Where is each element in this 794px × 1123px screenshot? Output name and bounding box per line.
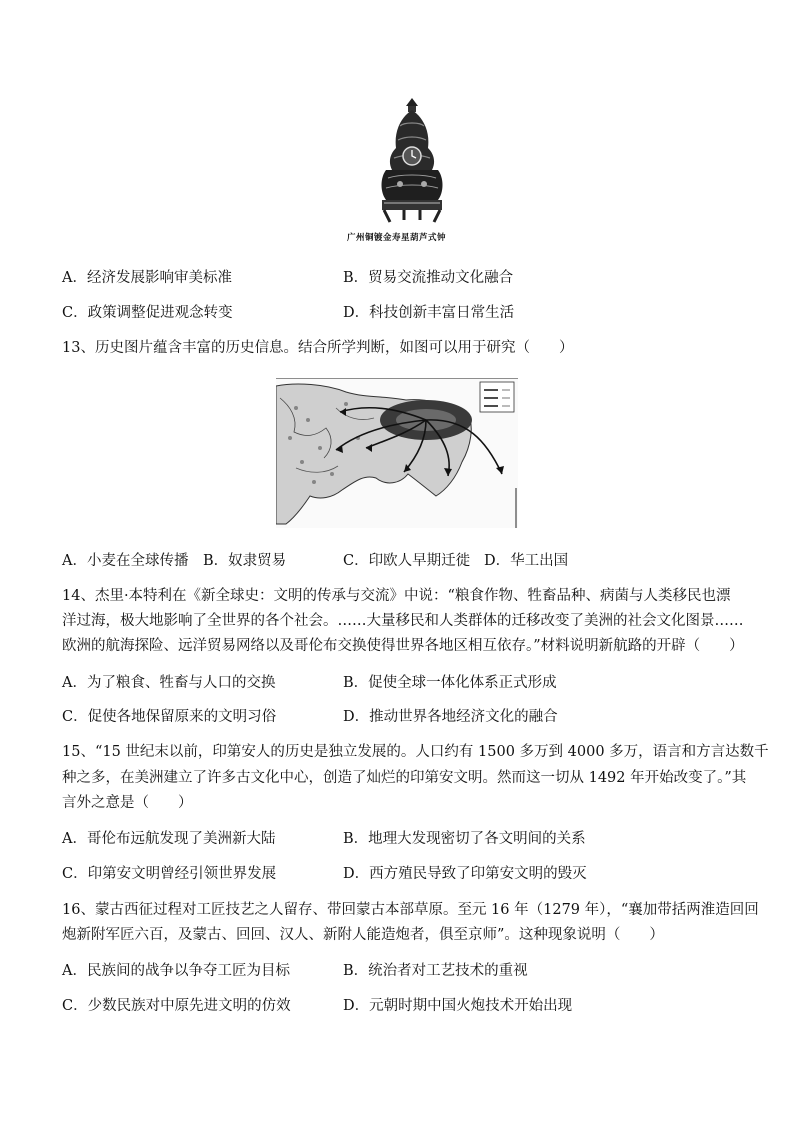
q13-option-a[interactable]: A．小麦在全球传播 (62, 553, 189, 569)
migration-map-image (276, 378, 518, 528)
q14-stem-line-1: 14、杰里·本特利在《新全球史：文明的传承与交流》中说：“粮食作物、牲畜品种、病菌与人类移民也漂 (62, 588, 731, 604)
q13-stem: 13、历史图片蕴含丰富的历史信息。结合所学判断，如图可以用于研究（ ） (62, 340, 574, 356)
q14-option-d[interactable]: D．推动世界各地经济文化的融合 (343, 709, 558, 725)
clock-figure (370, 96, 454, 226)
gourd-clock-image (370, 96, 454, 226)
figure-caption: 广州铜镀金寿星葫芦式钟 (347, 233, 447, 243)
q12-option-c[interactable]: C．政策调整促进观念转变 (62, 305, 233, 321)
q15-stem-line-3: 言外之意是（ ） (62, 795, 193, 811)
q16-option-b[interactable]: B．统治者对工艺技术的重视 (343, 963, 528, 979)
q16-stem-line-1: 16、蒙古西征过程对工匠技艺之人留存、带回蒙古本部草原。至元 16 年（1279 年），“襄加带括两淮造回回 (62, 902, 759, 918)
q16-option-d[interactable]: D．元朝时期中国火炮技术开始出现 (343, 998, 573, 1014)
q14-option-a[interactable]: A．为了粮食、牲畜与人口的交换 (62, 675, 276, 691)
q15-option-a[interactable]: A．哥伦布远航发现了美洲新大陆 (62, 831, 276, 847)
q16-stem-line-2: 炮新附军匠六百，及蒙古、回回、汉人、新附人能造炮者，俱至京师”。这种现象说明（ ） (62, 927, 664, 943)
q14-stem-line-3: 欧洲的航海探险、远洋贸易网络以及哥伦布交换使得世界各地区相互依存。”材料说明新航路的开辟（ ） (62, 638, 744, 654)
q16-option-a[interactable]: A．民族间的战争以争夺工匠为目标 (62, 963, 290, 979)
q15-stem-line-1: 15、“15 世纪末以前，印第安人的历史是独立发展的。人口约有 1500 多万到 4000 多万，语言和方言达数千 (62, 744, 769, 760)
q13-option-b[interactable]: B．奴隶贸易 (203, 553, 287, 569)
q16-option-c[interactable]: C．少数民族对中原先进文明的仿效 (62, 998, 291, 1014)
q15-option-c[interactable]: C．印第安文明曾经引领世界发展 (62, 866, 277, 882)
q12-option-b[interactable]: B．贸易交流推动文化融合 (343, 270, 514, 286)
q13-option-c[interactable]: C．印欧人早期迁徙 (343, 553, 471, 569)
q14-option-b[interactable]: B．促使全球一体化体系正式形成 (343, 675, 557, 691)
q12-option-a[interactable]: A．经济发展影响审美标准 (62, 270, 232, 286)
q13-option-d[interactable]: D．华工出国 (484, 553, 569, 569)
migration-map-figure (276, 378, 518, 528)
q14-option-c[interactable]: C．促使各地保留原来的文明习俗 (62, 709, 277, 725)
q15-stem-line-2: 种之多，在美洲建立了许多古文化中心，创造了灿烂的印第安文明。然而这一切从 1492 年开始改变了。”其 (62, 770, 747, 786)
q15-option-d[interactable]: D．西方殖民导致了印第安文明的毁灭 (343, 866, 587, 882)
q15-option-b[interactable]: B．地理大发现密切了各文明间的关系 (343, 831, 586, 847)
q14-stem-line-2: 洋过海，极大地影响了全世界的各个社会。……大量移民和人类群体的迁移改变了美洲的社会文化图景…… (62, 613, 744, 629)
q12-option-d[interactable]: D．科技创新丰富日常生活 (343, 305, 515, 321)
